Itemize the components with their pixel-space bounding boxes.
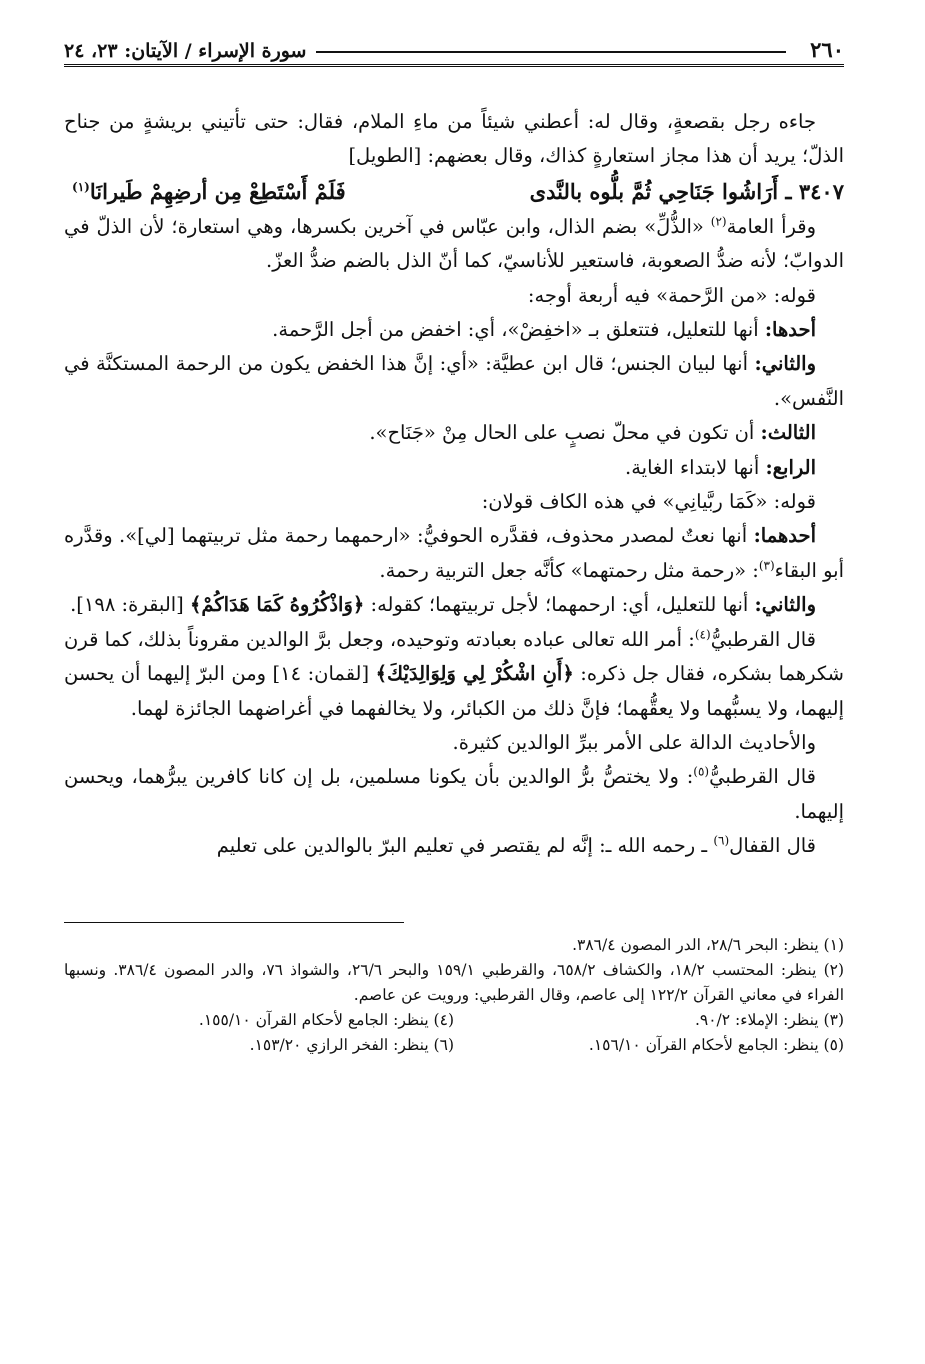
point-label: أحدهما:: [753, 524, 816, 548]
footnote-ref: (٥): [693, 764, 710, 779]
footnotes: [64, 933, 844, 1058]
paragraph: قوله: «كَمَا ربَّيانِي» في هذه الكاف قولان:: [481, 490, 816, 514]
text: : ولا يختصُّ برُّ الوالدين بأن يكونا مسلمين، بل إن كانا كافرين يبرُّهما، ويحسن إليهما.: [64, 765, 844, 823]
paragraph: [64, 760, 844, 829]
point-label: أحدها:: [764, 318, 816, 342]
paragraph: [64, 210, 844, 279]
text: قال القرطبيُّ: [709, 765, 816, 789]
text: ـ رحمه الله ـ: إنَّه لم يقتصر في تعليم البرّ بالوالدين على تعليم: [216, 834, 714, 858]
point-label: والثاني:: [754, 352, 816, 376]
footnote: (٤) ينظر: الجامع لأحكام القرآن ١٥٥/١٠.: [198, 1010, 454, 1029]
main-text: [64, 105, 844, 864]
quran-quote: ﴿أَنِ اشْكُرْ لِي وَلِوَالِدَيْكَ﴾: [375, 662, 574, 686]
paragraph: [64, 451, 844, 485]
text: أنها لبيان الجنس؛ قال ابن عطيَّة: «أي: إنَّ هذا الخفض يكون من الرحمة المستكنَّة في النَّفس».: [64, 352, 844, 410]
text: أن تكون في محلّ نصبٍ على الحال مِنْ «جَنَاح».: [369, 421, 761, 445]
footnote: (٢) ينظر: المحتسب ١٨/٢، والكشاف ٦٥٨/٢، والقرطبي ١٥٩/١ والبحر ٢٦/٦، والشواذ ٧٦، والدر المصون ٣٨٦/٤. ونسبها الفراء في معاني القرآن ١٢٢/٢ إلى عاصم، وقال القرطبي: ورويت عن عاصم.: [64, 960, 845, 1004]
text: [لقمان: ١٤] ومن البرّ إليهما أن يحسن إليهما، ولا يسبُّهما ولا يعقُّهما؛ فإنَّ ذلك من الكبائر، ولا يخالفهما في أغراضهما الجائزة لهما.: [64, 662, 844, 720]
running-title: سورة الإسراء / الآيتان: ٢٣، ٢٤: [64, 40, 307, 62]
poetry-verse: [64, 174, 844, 210]
point-label: الثالث:: [760, 421, 816, 445]
footnote-ref: (٣): [758, 558, 775, 573]
text: قال القرطبيُّ: [710, 627, 816, 651]
footnote-ref: (٤): [694, 627, 711, 642]
text: أنها لابتداء الغاية.: [625, 455, 766, 479]
paragraph: [64, 416, 844, 450]
footnote-separator: [64, 922, 404, 923]
verse-h1-text: أَرَاشُوا جَنَاحِي ثُمَّ بلُّوه بالنَّدى: [529, 178, 779, 204]
footnote-ref: (٢): [710, 214, 727, 229]
paragraph: [64, 347, 844, 416]
paragraph: قوله: «من الرَّحمة» فيه أربعة أوجه:: [527, 283, 816, 307]
footnote: (١) ينظر: البحر ٢٨/٦، الدر المصون ٣٨٦/٤.: [572, 935, 844, 954]
footnote-ref: (١): [72, 179, 90, 194]
footnote-ref: (٦): [713, 833, 730, 848]
verse-first-hemistich: [530, 174, 844, 210]
text: قال القفال: [729, 834, 816, 858]
point-label: الرابع:: [765, 455, 816, 479]
verse-number: ٣٤٠٧ ـ: [785, 178, 844, 204]
paragraph: [64, 588, 844, 622]
text: أنها للتعليل، فتتعلق بـ «اخفِضْ»، أي: اخفض من أجل الرَّحمة.: [272, 318, 765, 342]
paragraph: [64, 623, 844, 726]
footnote-row: [64, 1008, 844, 1033]
footnote: (٥) ينظر: الجامع لأحكام القرآن ١٥٦/١٠.: [588, 1035, 844, 1054]
header-rule: [316, 51, 786, 53]
footnote: (٣) ينظر: الإملاء: ٩٠/٢.: [694, 1010, 844, 1029]
text: : أمر الله تعالى عباده بعبادته وتوحيده، وجعل برَّ الوالدين مقروناً بذلك، كما قرن شكرهما بشكره، فقال جل ذكره:: [64, 627, 845, 686]
text: وقرأ العامة: [726, 214, 816, 238]
paragraph: [64, 313, 844, 347]
text: : «رحمة مثل رحمتهما» كأنَّه جعل التربية رحمة.: [379, 558, 759, 582]
paragraph: والأحاديث الدالة على الأمر ببرِّ الوالدين كثيرة.: [452, 730, 816, 754]
paragraph: [64, 519, 844, 588]
point-label: والثاني:: [754, 593, 816, 617]
text: «الذُّلِّ» بضم الذال، وابن عبّاس في آخرين بكسرها، وهي استعارة؛ لأن الذلّ في الدوابّ؛ لأنه ضدُّ الصعوبة، فاستعير للأناسيّ، كما أنّ الذل بالضم ضدُّ العزّ.: [64, 214, 844, 273]
page-number: ٢٦٠: [810, 37, 844, 62]
paragraph: جاءه رجل بقصعةٍ، وقال له: أعطني شيئاً من ماءِ الملام، فقال: حتى تأتيني بريشةٍ من جناح الذلّ؛ يريد أن هذا مجاز استعارةٍ كذاك، وقال بعضهم: [الطويل]: [64, 110, 844, 168]
verse-second-hemistich: [64, 174, 346, 210]
text: أنها للتعليل، أي: ارحمهما؛ لأجل تربيتهما؛ كقوله:: [364, 593, 755, 617]
paragraph: [64, 829, 844, 863]
footnote: (٦) ينظر: الفخر الرازي ١٥٣/٢٠.: [249, 1035, 454, 1054]
book-page: [64, 30, 844, 1340]
verse-h2-text: فَلَمْ أَسْتَطِعْ مِن أرضِهِمْ طَيرانَا: [89, 178, 346, 204]
quran-quote: ﴿وَاذْكُرُوهُ كَمَا هَدَاكُمْ﴾: [190, 593, 365, 617]
text: أنها نعتٌ لمصدر محذوف، فقدَّره الحوفيُّ: «ارحمهما رحمة مثل تربيتهما [لي]». وقدَّره أبو البقاء: [64, 524, 844, 582]
footnote-row: [64, 1033, 844, 1058]
page-header: [64, 30, 844, 67]
text: [البقرة: ١٩٨].: [70, 593, 190, 617]
